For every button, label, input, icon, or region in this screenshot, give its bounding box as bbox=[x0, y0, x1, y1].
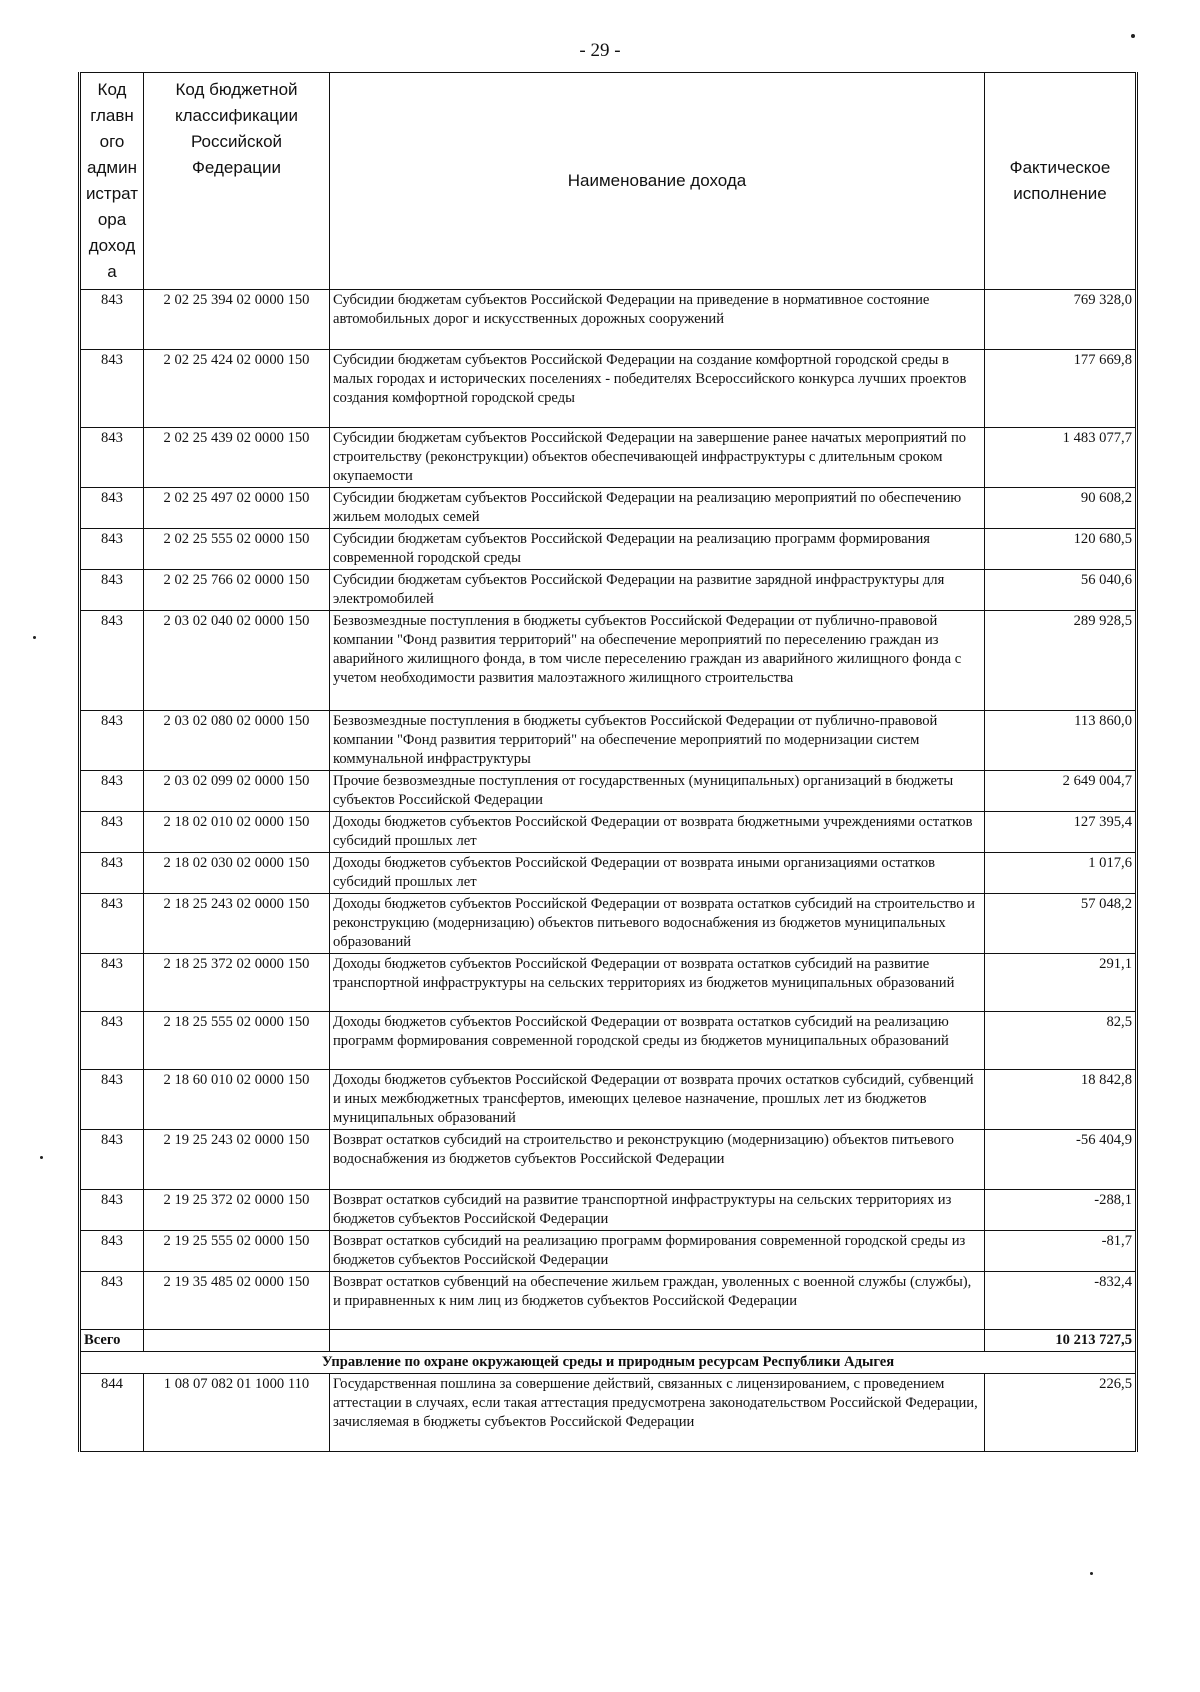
table-row bbox=[80, 570, 1137, 611]
scan-speck bbox=[40, 1156, 43, 1159]
amount-cell: 18 842,8 bbox=[985, 1070, 1137, 1130]
income-name-cell: Возврат остатков субвенций на обеспечение жильем граждан, уволенных с военной службы (службы), и приравненных к ним лиц из бюджетов субъектов Российской Федерации bbox=[330, 1272, 985, 1330]
budget-code-cell: 2 18 25 372 02 0000 150 bbox=[144, 954, 330, 1012]
income-name-cell: Доходы бюджетов субъектов Российской Федерации от возврата бюджетными учреждениями остатков субсидий прошлых лет bbox=[330, 812, 985, 853]
income-name-cell: Прочие безвозмездные поступления от государственных (муниципальных) организаций в бюджеты субъектов Российской Федерации bbox=[330, 771, 985, 812]
admin-code-cell: 843 bbox=[80, 1231, 144, 1272]
amount-cell: 57 048,2 bbox=[985, 894, 1137, 954]
amount-cell: -81,7 bbox=[985, 1231, 1137, 1272]
header-admin-code: Код главн ого админ истрат ора доход а bbox=[80, 73, 144, 290]
budget-code-cell: 2 19 25 243 02 0000 150 bbox=[144, 1130, 330, 1190]
income-name-cell: Субсидии бюджетам субъектов Российской Федерации на создание комфортной городской среды в малых городах и исторических поселениях - победителях Всероссийского конкурса лучших проектов создания комфортной городской среды bbox=[330, 350, 985, 428]
table-row bbox=[80, 894, 1137, 954]
amount-cell: 177 669,8 bbox=[985, 350, 1137, 428]
amount-cell: 1 017,6 bbox=[985, 853, 1137, 894]
table-row bbox=[80, 1374, 1137, 1452]
page-number: - 29 - bbox=[579, 40, 621, 61]
budget-code-cell: 2 02 25 555 02 0000 150 bbox=[144, 529, 330, 570]
budget-code-cell: 2 19 25 372 02 0000 150 bbox=[144, 1190, 330, 1231]
admin-code-cell: 843 bbox=[80, 711, 144, 771]
header-actual-execution: Фактическое исполнение bbox=[985, 73, 1137, 290]
income-name-cell: Безвозмездные поступления в бюджеты субъектов Российской Федерации от публично-правовой компании "Фонд развития территорий" на обеспечение мероприятий по модернизации систем коммунальной инфраструктуры bbox=[330, 711, 985, 771]
amount-cell: 769 328,0 bbox=[985, 290, 1137, 350]
income-name-cell: Доходы бюджетов субъектов Российской Федерации от возврата иными организациями остатков субсидий прошлых лет bbox=[330, 853, 985, 894]
budget-code-cell: 2 18 60 010 02 0000 150 bbox=[144, 1070, 330, 1130]
table-row bbox=[80, 853, 1137, 894]
revenue-table bbox=[78, 72, 1138, 1452]
table-body bbox=[80, 290, 1137, 1452]
budget-code-cell: 2 03 02 040 02 0000 150 bbox=[144, 611, 330, 711]
income-name-cell: Доходы бюджетов субъектов Российской Федерации от возврата остатков субсидий на развитие транспортной инфраструктуры на сельских территориях из бюджетов муниципальных образований bbox=[330, 954, 985, 1012]
income-name-cell: Субсидии бюджетам субъектов Российской Федерации на завершение ранее начатых мероприятий по строительству (реконструкции) объектов обеспечивающей инфраструктуры с длительным сроком окупаемости bbox=[330, 428, 985, 488]
amount-cell: 56 040,6 bbox=[985, 570, 1137, 611]
amount-cell: 2 649 004,7 bbox=[985, 771, 1137, 812]
table-row bbox=[80, 529, 1137, 570]
table-row bbox=[80, 428, 1137, 488]
table-row bbox=[80, 711, 1137, 771]
table-row bbox=[80, 771, 1137, 812]
income-name-cell: Доходы бюджетов субъектов Российской Федерации от возврата остатков субсидий на реализацию программ формирования современной городской среды из бюджетов муниципальных образований bbox=[330, 1012, 985, 1070]
amount-cell: -56 404,9 bbox=[985, 1130, 1137, 1190]
admin-code-cell: 843 bbox=[80, 853, 144, 894]
section-title: Управление по охране окружающей среды и природным ресурсам Республики Адыгея bbox=[80, 1352, 1137, 1374]
admin-code-cell: 843 bbox=[80, 812, 144, 853]
table-row bbox=[80, 488, 1137, 529]
admin-code-cell: 843 bbox=[80, 290, 144, 350]
table-row bbox=[80, 1190, 1137, 1231]
admin-code-cell: 843 bbox=[80, 350, 144, 428]
income-name-cell: Возврат остатков субсидий на строительство и реконструкцию (модернизацию) объектов питьевого водоснабжения из бюджетов субъектов Российской Федерации bbox=[330, 1130, 985, 1190]
budget-code-cell: 2 19 25 555 02 0000 150 bbox=[144, 1231, 330, 1272]
amount-cell: -288,1 bbox=[985, 1190, 1137, 1231]
table-row bbox=[80, 1272, 1137, 1330]
section-header-row bbox=[80, 1352, 1137, 1374]
total-amount: 10 213 727,5 bbox=[985, 1330, 1137, 1352]
table-row bbox=[80, 1070, 1137, 1130]
admin-code-cell: 843 bbox=[80, 570, 144, 611]
total-row bbox=[80, 1330, 1137, 1352]
income-name-cell: Доходы бюджетов субъектов Российской Федерации от возврата остатков субсидий на строительство и реконструкцию (модернизацию) объектов питьевого водоснабжения из бюджетов муниципальных образований bbox=[330, 894, 985, 954]
admin-code-cell: 843 bbox=[80, 894, 144, 954]
income-name-cell: Безвозмездные поступления в бюджеты субъектов Российской Федерации от публично-правовой компании "Фонд развития территорий" на обеспечение мероприятий по переселению граждан из аварийного жилищного фонда, в том числе переселению граждан из аварийного жилищного фонда с учетом необходимости развития малоэтажного жилищного строительства bbox=[330, 611, 985, 711]
table-row bbox=[80, 1130, 1137, 1190]
table-header-row bbox=[80, 73, 1137, 290]
amount-cell: 1 483 077,7 bbox=[985, 428, 1137, 488]
admin-code-cell: 843 bbox=[80, 611, 144, 711]
header-budget-code: Код бюджетной классификации Российской Федерации bbox=[144, 73, 330, 290]
income-name-cell: Субсидии бюджетам субъектов Российской Федерации на реализацию мероприятий по обеспечению жильем молодых семей bbox=[330, 488, 985, 529]
amount-cell: 291,1 bbox=[985, 954, 1137, 1012]
budget-code-cell: 1 08 07 082 01 1000 110 bbox=[144, 1374, 330, 1452]
header-income-name: Наименование дохода bbox=[330, 73, 985, 290]
admin-code-cell: 843 bbox=[80, 1070, 144, 1130]
table-row bbox=[80, 1231, 1137, 1272]
income-name-cell: Государственная пошлина за совершение действий, связанных с лицензированием, с проведением аттестации в случаях, если такая аттестация предусмотрена законодательством Российской Федерации, зачисляемая в бюджеты субъектов Российской Федерации bbox=[330, 1374, 985, 1452]
total-empty-name bbox=[330, 1330, 985, 1352]
budget-code-cell: 2 03 02 099 02 0000 150 bbox=[144, 771, 330, 812]
amount-cell: 226,5 bbox=[985, 1374, 1137, 1452]
amount-cell: 127 395,4 bbox=[985, 812, 1137, 853]
table-row bbox=[80, 350, 1137, 428]
budget-code-cell: 2 18 25 555 02 0000 150 bbox=[144, 1012, 330, 1070]
admin-code-cell: 844 bbox=[80, 1374, 144, 1452]
table-row bbox=[80, 812, 1137, 853]
budget-code-cell: 2 19 35 485 02 0000 150 bbox=[144, 1272, 330, 1330]
income-name-cell: Возврат остатков субсидий на реализацию программ формирования современной городской среды из бюджетов субъектов Российской Федерации bbox=[330, 1231, 985, 1272]
amount-cell: -832,4 bbox=[985, 1272, 1137, 1330]
budget-code-cell: 2 18 02 030 02 0000 150 bbox=[144, 853, 330, 894]
scan-speck bbox=[1131, 34, 1135, 38]
admin-code-cell: 843 bbox=[80, 954, 144, 1012]
budget-code-cell: 2 02 25 766 02 0000 150 bbox=[144, 570, 330, 611]
budget-code-cell: 2 02 25 424 02 0000 150 bbox=[144, 350, 330, 428]
budget-code-cell: 2 02 25 439 02 0000 150 bbox=[144, 428, 330, 488]
admin-code-cell: 843 bbox=[80, 529, 144, 570]
table-row bbox=[80, 1012, 1137, 1070]
income-name-cell: Субсидии бюджетам субъектов Российской Федерации на развитие зарядной инфраструктуры для электромобилей bbox=[330, 570, 985, 611]
admin-code-cell: 843 bbox=[80, 1190, 144, 1231]
admin-code-cell: 843 bbox=[80, 488, 144, 529]
table-row bbox=[80, 954, 1137, 1012]
scan-speck bbox=[1090, 1572, 1093, 1575]
budget-code-cell: 2 18 25 243 02 0000 150 bbox=[144, 894, 330, 954]
total-label: Всего bbox=[80, 1330, 144, 1352]
admin-code-cell: 843 bbox=[80, 1272, 144, 1330]
income-name-cell: Возврат остатков субсидий на развитие транспортной инфраструктуры на сельских территориях из бюджетов субъектов Российской Федерации bbox=[330, 1190, 985, 1231]
scan-speck bbox=[33, 636, 36, 639]
admin-code-cell: 843 bbox=[80, 428, 144, 488]
table-row bbox=[80, 290, 1137, 350]
amount-cell: 120 680,5 bbox=[985, 529, 1137, 570]
amount-cell: 82,5 bbox=[985, 1012, 1137, 1070]
total-empty-code bbox=[144, 1330, 330, 1352]
amount-cell: 289 928,5 bbox=[985, 611, 1137, 711]
budget-code-cell: 2 02 25 497 02 0000 150 bbox=[144, 488, 330, 529]
amount-cell: 113 860,0 bbox=[985, 711, 1137, 771]
table-row bbox=[80, 611, 1137, 711]
income-name-cell: Субсидии бюджетам субъектов Российской Федерации на реализацию программ формирования современной городской среды bbox=[330, 529, 985, 570]
admin-code-cell: 843 bbox=[80, 1012, 144, 1070]
admin-code-cell: 843 bbox=[80, 1130, 144, 1190]
income-name-cell: Субсидии бюджетам субъектов Российской Федерации на приведение в нормативное состояние автомобильных дорог и искусственных дорожных сооружений bbox=[330, 290, 985, 350]
income-name-cell: Доходы бюджетов субъектов Российской Федерации от возврата прочих остатков субсидий, субвенций и иных межбюджетных трансфертов, имеющих целевое назначение, прошлых лет из бюджетов муниципальных образований bbox=[330, 1070, 985, 1130]
amount-cell: 90 608,2 bbox=[985, 488, 1137, 529]
budget-code-cell: 2 02 25 394 02 0000 150 bbox=[144, 290, 330, 350]
budget-code-cell: 2 03 02 080 02 0000 150 bbox=[144, 711, 330, 771]
budget-code-cell: 2 18 02 010 02 0000 150 bbox=[144, 812, 330, 853]
admin-code-cell: 843 bbox=[80, 771, 144, 812]
